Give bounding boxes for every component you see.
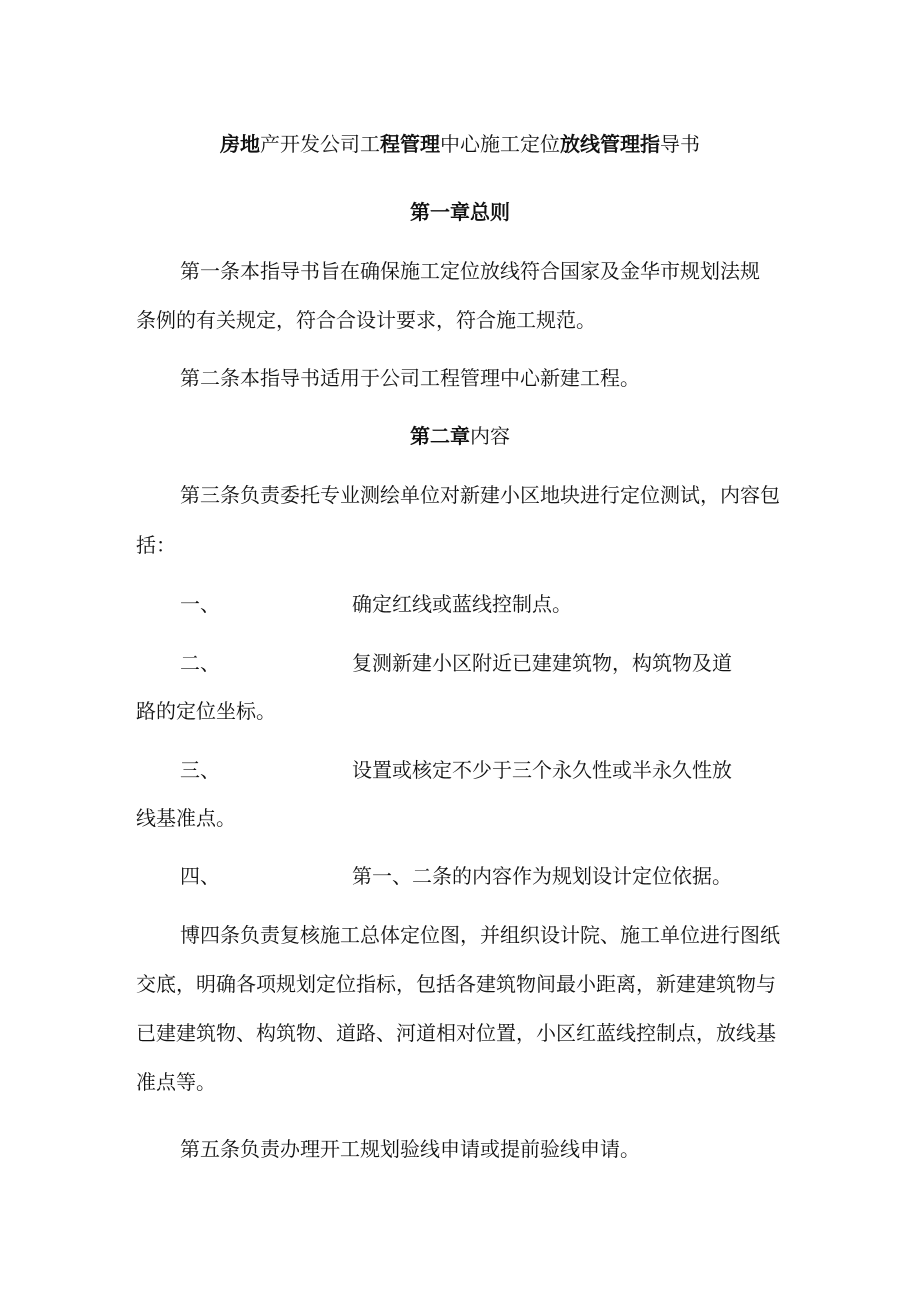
chapter-2-rest: 内容 xyxy=(470,424,510,448)
article-4-line-3: 已建建筑物、构筑物、道路、河道相对位置，小区红蓝线控制点，放线基 xyxy=(136,1021,776,1045)
list-item-text: 第一、二条的内容作为规划设计定位依据。 xyxy=(352,864,732,888)
article-3-line-2: 括： xyxy=(136,533,176,557)
list-item-number: 二、 xyxy=(180,651,220,675)
list-item-number: 四、 xyxy=(180,864,220,888)
article-5: 第五条负责办理开工规划验线申请或提前验线申请。 xyxy=(180,1137,640,1161)
article-1-line-2: 条例的有关规定，符合合设计要求，符合施工规范。 xyxy=(136,308,596,332)
article-4-line-2: 交底，明确各项规划定位指标，包括各建筑物间最小距离，新建建筑物与 xyxy=(136,972,776,996)
list-item-text: 确定红线或蓝线控制点。 xyxy=(352,592,572,616)
list-item-text: 复测新建小区附近已建建筑物，构筑物及道 xyxy=(352,651,732,675)
chapter-2-bold: 第二章 xyxy=(410,424,470,448)
title-part: 房地 xyxy=(220,132,260,156)
article-3-line-1: 第三条负责委托专业测绘单位对新建小区地块进行定位测试，内容包 xyxy=(180,483,780,507)
list-item-text: 设置或核定不少于三个永久性或半永久性放 xyxy=(352,758,732,782)
title-part: 放线管理指 xyxy=(560,132,660,156)
article-4-line-1: 博四条负责复核施工总体定位图，并组织设计院、施工单位进行图纸 xyxy=(180,923,780,947)
document-title xyxy=(0,130,920,158)
title-part: 产开发公司工 xyxy=(260,132,380,156)
list-item-number: 一、 xyxy=(180,592,220,616)
article-2: 第二条本指导书适用于公司工程管理中心新建工程。 xyxy=(180,366,640,390)
article-1-line-1: 第一条本指导书旨在确保施工定位放线符合国家及金华市规划法规 xyxy=(180,259,760,283)
title-part: 程管理 xyxy=(380,132,440,156)
chapter-2-heading xyxy=(0,422,920,450)
list-item-continuation: 线基准点。 xyxy=(136,806,236,830)
chapter-1-heading xyxy=(0,198,920,226)
article-4-line-4: 准点等。 xyxy=(136,1070,216,1094)
list-item-continuation: 路的定位坐标。 xyxy=(136,699,276,723)
list-item-number: 三、 xyxy=(180,758,220,782)
title-part: 中心施工定位 xyxy=(440,132,560,156)
title-part: 导书 xyxy=(660,132,700,156)
chapter-1-bold: 第一章总则 xyxy=(410,200,510,224)
